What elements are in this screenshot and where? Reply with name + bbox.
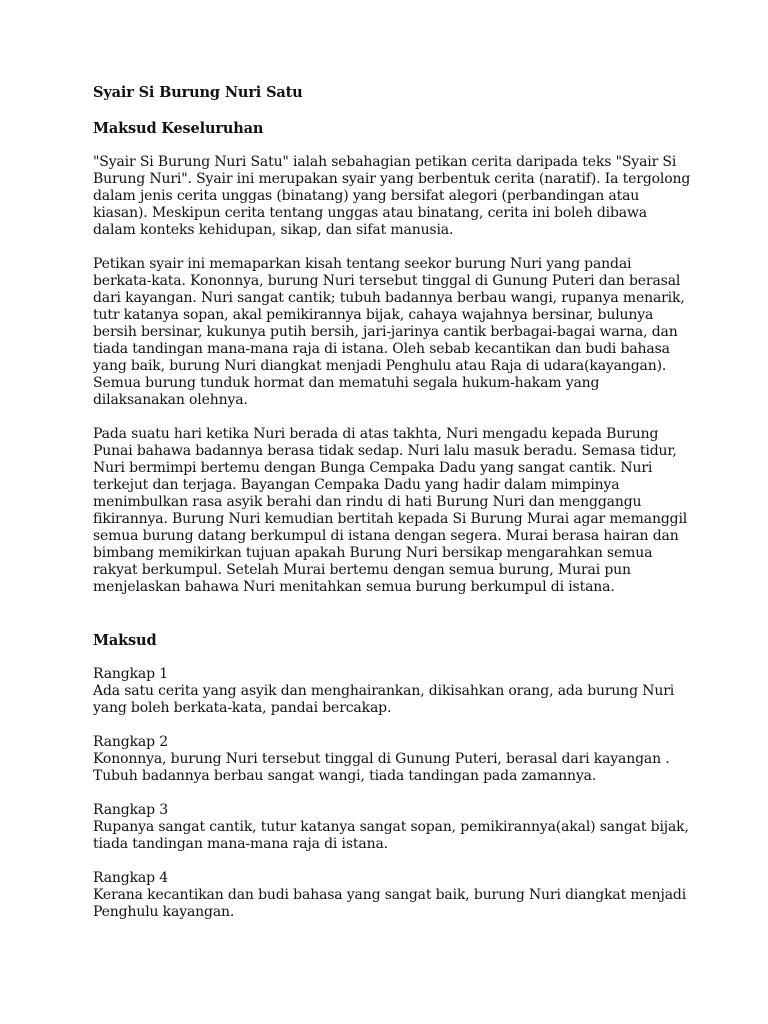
paragraph-summary: Petikan syair ini memaparkan kisah tentang seekor burung Nuri yang pandai berkata-kata. Kononnya, burung Nuri tersebut tinggal di Gunung Puteri dan berasal dari kayangan. Nuri sangat cantik; tubuh badannya berbau wangi, rupanya menarik, tutr katanya sopan, akal pemikirannya bijak, cahaya wajahnya bersinar, bulunya bersih bersinar, kukunya putih bersih, jari-jarinya cantik berbagai-bagai warna, dan tiada tandingan mana-mana raja di istana. Oleh sebab kecantikan dan budi bahasa yang baik, burung Nuri diangkat menjadi Penghulu atau Raja di udara(kayangan). Semua burung tunduk hormat dan mematuhi segala hukum-hakam yang dilaksanakan olehnya. <box>93 256 685 408</box>
document-title: Syair Si Burung Nuri Satu <box>93 84 303 101</box>
stanza-text: Kerana kecantikan dan budi bahasa yang sangat baik, burung Nuri diangkat menjadi Penghulu kayangan. <box>93 887 687 920</box>
section-heading-maksud: Maksud <box>93 632 157 649</box>
stanza-3 <box>93 802 693 853</box>
stanza-4 <box>93 870 693 921</box>
paragraph-intro: "Syair Si Burung Nuri Satu" ialah sebahagian petikan cerita daripada teks "Syair Si Burung Nuri". Syair ini merupakan syair yang berbentuk cerita (naratif). Ia tergolong dalam jenis cerita unggas (binatang) yang bersifat alegori (perbandingan atau kiasan). Meskipun cerita tentang unggas atau binatang, cerita ini boleh dibawa dalam konteks kehidupan, sikap, dan sifat manusia. <box>93 154 691 238</box>
stanza-label: Rangkap 3 <box>93 802 168 818</box>
stanza-label: Rangkap 2 <box>93 734 168 750</box>
stanza-label: Rangkap 1 <box>93 666 168 682</box>
section-heading-maksud-keseluruhan: Maksud Keseluruhan <box>93 120 264 137</box>
stanza-2 <box>93 734 693 785</box>
stanza-text: Kononnya, burung Nuri tersebut tinggal di Gunung Puteri, berasal dari kayangan . Tubuh badannya berbau sangat wangi, tiada tandingan pada zamannya. <box>93 751 670 784</box>
stanza-text: Rupanya sangat cantik, tutur katanya sangat sopan, pemikirannya(akal) sangat bijak, tiada tandingan mana-mana raja di istana. <box>93 819 689 852</box>
stanza-1 <box>93 666 693 717</box>
stanza-label: Rangkap 4 <box>93 870 168 886</box>
paragraph-story: Pada suatu hari ketika Nuri berada di atas takhta, Nuri mengadu kepada Burung Punai bahawa badannya berasa tidak sedap. Nuri lalu masuk beradu. Semasa tidur, Nuri bermimpi bertemu dengan Bunga Cempaka Dadu yang sangat cantik. Nuri terkejut dan terjaga. Bayangan Cempaka Dadu yang hadir dalam mimpinya menimbulkan rasa asyik berahi dan rindu di hati Burung Nuri dan menggangu fikirannya. Burung Nuri kemudian bertitah kepada Si Burung Murai agar memanggil semua burung datang berkumpul di istana dengan segera. Murai berasa hairan dan bimbang memikirkan tujuan apakah Burung Nuri bersikap mengarahkan semua rakyat berkumpul. Setelah Murai bertemu dengan semua burung, Murai pun menjelaskan bahawa Nuri menitahkan semua burung berkumpul di istana. <box>93 426 688 595</box>
stanza-text: Ada satu cerita yang asyik dan menghairankan, dikisahkan orang, ada burung Nuri yang boleh berkata-kata, pandai bercakap. <box>93 683 675 716</box>
document-page <box>93 84 693 938</box>
